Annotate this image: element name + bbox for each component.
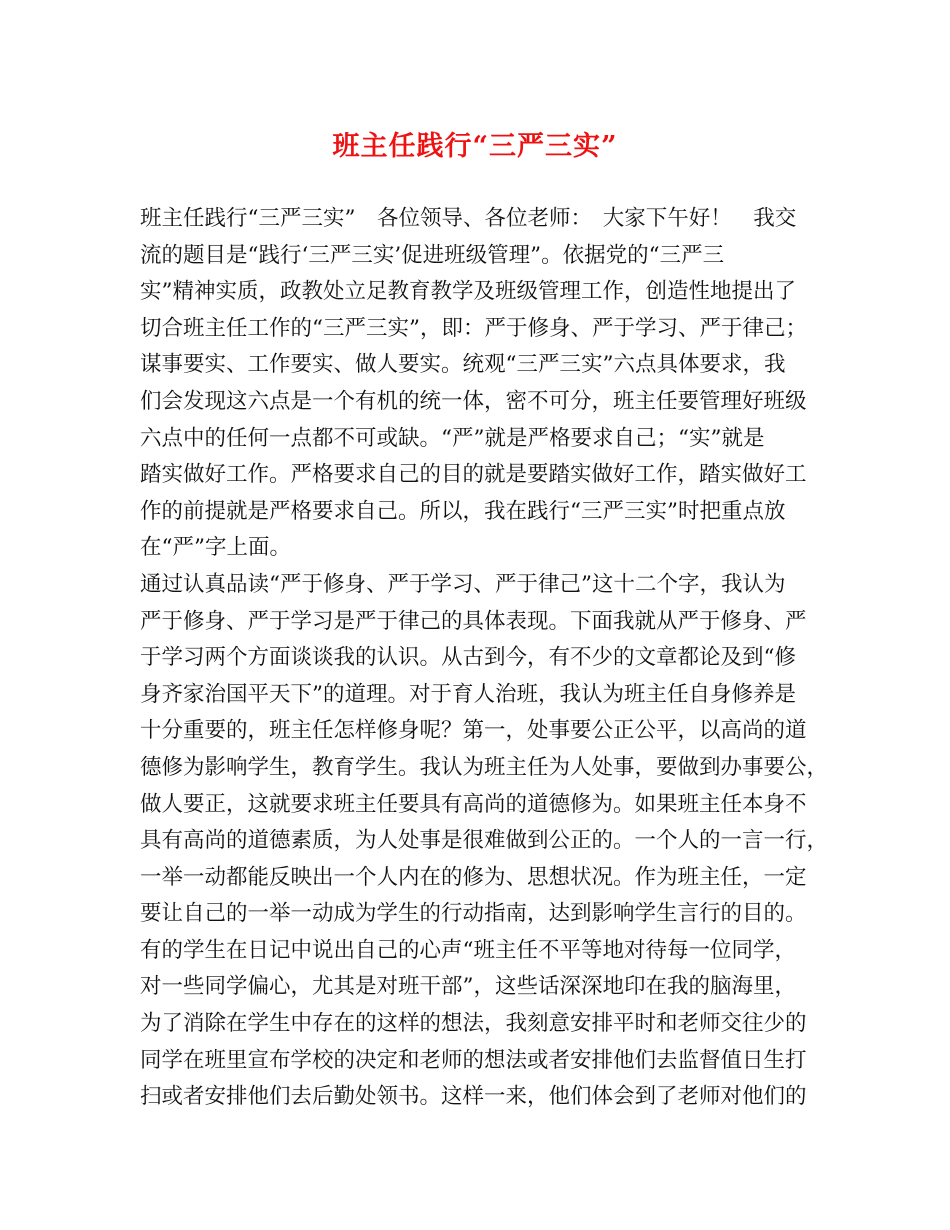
body-text-line: 具有高尚的道德素质，为人处事是很难做到公正的。一个人的一言一行， xyxy=(140,828,829,854)
body-text-line: 六点中的任何一点都不可或缺。“严”就是严格要求自己；“实”就是 xyxy=(140,425,765,451)
body-text-line: 要让自己的一举一动成为学生的行动指南，达到影响学生言行的目的。 xyxy=(140,901,807,927)
body-text-line: 有的学生在日记中说出自己的心声“班主任不平等地对待每一位同学， xyxy=(140,937,796,963)
document-body xyxy=(140,201,830,1116)
document-title: 班主任践行“三严三实” xyxy=(332,131,618,162)
body-text-line: 做人要正，这就要求班主任要具有高尚的道德修为。如果班主任本身不 xyxy=(140,791,807,817)
body-text-line: 德修为影响学生，教育学生。我认为班主任为人处事，要做到办事要公， xyxy=(140,754,829,780)
body-text-line: 作的前提就是严格要求自己。所以，我在践行“三严三实”时把重点放 xyxy=(140,498,786,524)
body-text-line: 于学习两个方面谈谈我的认识。从古到今，有不少的文章都论及到“修 xyxy=(140,645,796,671)
body-text-line: 十分重要的，班主任怎样修身呢？第一，处事要公正公平，以高尚的道 xyxy=(140,718,807,744)
body-text-line: 在“严”字上面。 xyxy=(140,535,291,561)
body-text-line: 实”精神实质，政教处立足教育教学及班级管理工作，创造性地提出了 xyxy=(140,279,796,305)
body-text-line: 通过认真品读“严于修身、严于学习、严于律己”这十二个字，我认为 xyxy=(140,571,786,597)
body-text-line: 班主任践行“三严三实” 各位领导、各位老师： 大家下午好！ 我交 xyxy=(140,206,797,231)
body-text-line: 切合班主任工作的“三严三实”，即：严于修身、严于学习、严于律己； xyxy=(140,315,807,341)
body-text-line: 严于修身、严于学习是严于律己的具体表现。下面我就从严于修身、严 xyxy=(140,608,807,634)
body-text-line: 踏实做好工作。严格要求自己的目的就是要踏实做好工作，踏实做好工 xyxy=(140,462,807,488)
body-text-line: 扫或者安排他们去后勤处领书。这样一来，他们体会到了老师对他们的 xyxy=(140,1084,807,1110)
body-text-line: 谋事要实、工作要实、做人要实。统观“三严三实”六点具体要求，我 xyxy=(140,352,786,378)
body-text-line: 流的题目是“践行‘三严三实’促进班级管理”。依据党的“三严三 xyxy=(140,242,725,268)
body-text-line: 身齐家治国平天下”的道理。对于育人治班，我认为班主任自身修养是 xyxy=(140,681,796,707)
body-text-line: 一举一动都能反映出一个人内在的修为、思想状况。作为班主任，一定 xyxy=(140,864,807,890)
body-text-line: 为了消除在学生中存在的这样的想法，我刻意安排平时和老师交往少的 xyxy=(140,1011,807,1037)
body-text-line: 同学在班里宣布学校的决定和老师的想法或者安排他们去监督值日生打 xyxy=(140,1047,807,1073)
body-text-line: 对一些同学偏心，尤其是对班干部”，这些话深深地印在我的脑海里， xyxy=(140,974,796,1000)
body-text-line: 们会发现这六点是一个有机的统一体，密不可分，班主任要管理好班级 xyxy=(140,388,807,414)
